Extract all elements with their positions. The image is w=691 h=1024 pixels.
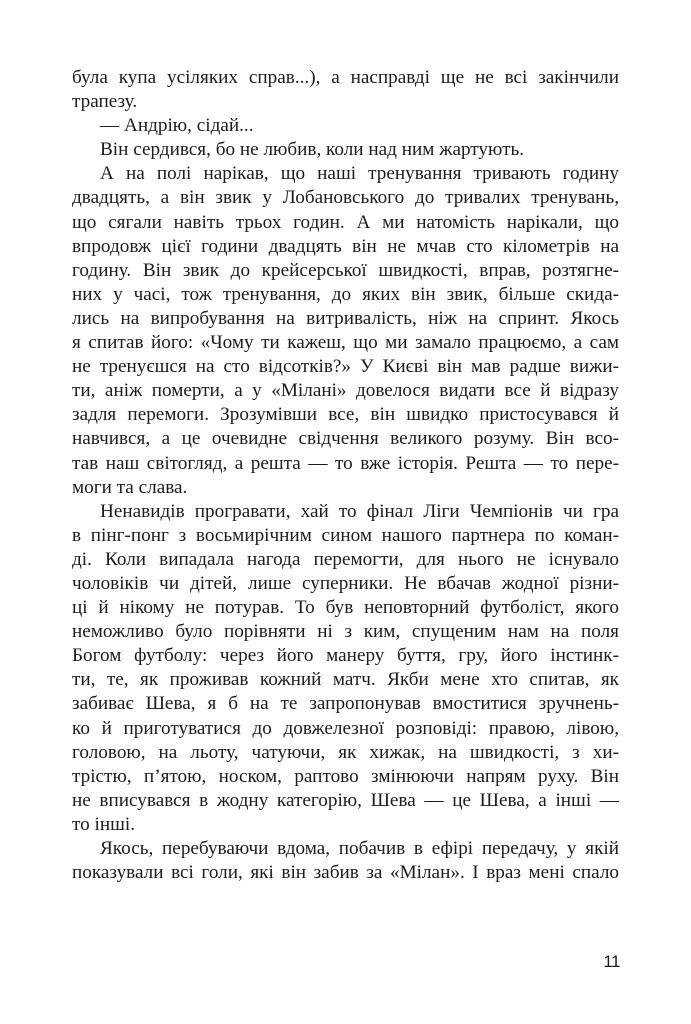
body-text (72, 66, 619, 885)
text-line: я спитав його: «Чому ти кажеш, що ми замало працюємо, а сам (72, 332, 619, 354)
text-line: Він сердився, бо не любив, коли над ним жартують. (100, 139, 525, 161)
text-line: лись на випробування на витривалість, ніж на спринт. Якось (72, 307, 619, 329)
text-line: ти, аніж померти, а у «Мілані» довелося видати все й відразу (72, 380, 619, 402)
text-line: задля перемоги. Зрозумівши все, він швидко пристосувався й (72, 404, 619, 426)
text-line: моги та слава. (72, 476, 188, 498)
text-line: показували всі голи, які він забив за «Мілан». І враз мені спало (72, 862, 619, 884)
text-line: не вписувався в жодну категорію, Шева — це Шева, а інші — (72, 789, 619, 811)
text-line: Богом футболу: через його манеру буття, гру, його інстинк- (72, 645, 619, 667)
text-line: ти, те, як проживав кожний матч. Якби мене хто спитав, як (72, 669, 619, 691)
text-line: Якось, перебуваючи вдома, побачив в ефірі передачу, у якій (100, 838, 619, 859)
text-line: забиває Шева, я б на те запропонував вмоститися зручнень- (72, 693, 619, 715)
text-line: них у часі, тож тренування, до яких він звик, більше скида- (72, 283, 619, 305)
text-line: головою, на льоту, чатуючи, як хижак, на швидкості, з хи- (72, 741, 619, 763)
text-line: ці й нікому не потурав. То був неповторний футболіст, якого (72, 597, 619, 619)
text-line: не тренуєшся на сто відсотків?» У Києві він мав радше вижи- (72, 356, 619, 378)
text-line: двадцять, а він звик у Лобановського до тривалих тренувань, (72, 187, 619, 209)
text-line: А на полі нарікав, що наші тренування тривають годину (100, 163, 619, 185)
text-line: Ненавидів програвати, хай то фінал Ліги Чемпіонів чи гра (100, 500, 619, 522)
text-line: тав наш світогляд, а решта — то вже історія. Решта — то пере- (72, 452, 619, 474)
text-line: в пінг-понг з восьмирічним сином нашого партнера по коман- (72, 524, 619, 546)
text-line: навчився, а це очевидне свідчення великого розуму. Він всо- (72, 428, 619, 450)
text-line: впродовж цієї години двадцять він не мчав сто кілометрів на (72, 235, 619, 257)
text-line: ді. Коли випадала нагода перемогти, для нього не існувало (72, 548, 619, 570)
text-line: трістю, п’ятою, носком, раптово змінюючи напрям руху. Він (72, 765, 619, 787)
text-line: чоловіків чи дітей, лише суперники. Не вбачав жодної різни- (72, 572, 619, 594)
page-number: 11 (603, 952, 620, 971)
text-line: годину. Він звик до крейсерської швидкості, вправ, розтягне- (72, 259, 619, 281)
text-line: — Андрію, сідай... (100, 115, 254, 137)
text-line: була купа усіляких справ...), а насправді ще не всі закінчили (72, 67, 619, 88)
text-line: ко й приготуватися до довжелезної розповіді: правою, лівою, (72, 717, 619, 739)
text-line: що сягали навіть трьох годин. А ми натомість нарікали, що (72, 211, 619, 233)
text-line: то інші. (72, 813, 136, 835)
text-line: неможливо було порівняти ні з ким, спущеним нам на поля (72, 621, 619, 643)
text-line: трапезу. (72, 91, 138, 113)
